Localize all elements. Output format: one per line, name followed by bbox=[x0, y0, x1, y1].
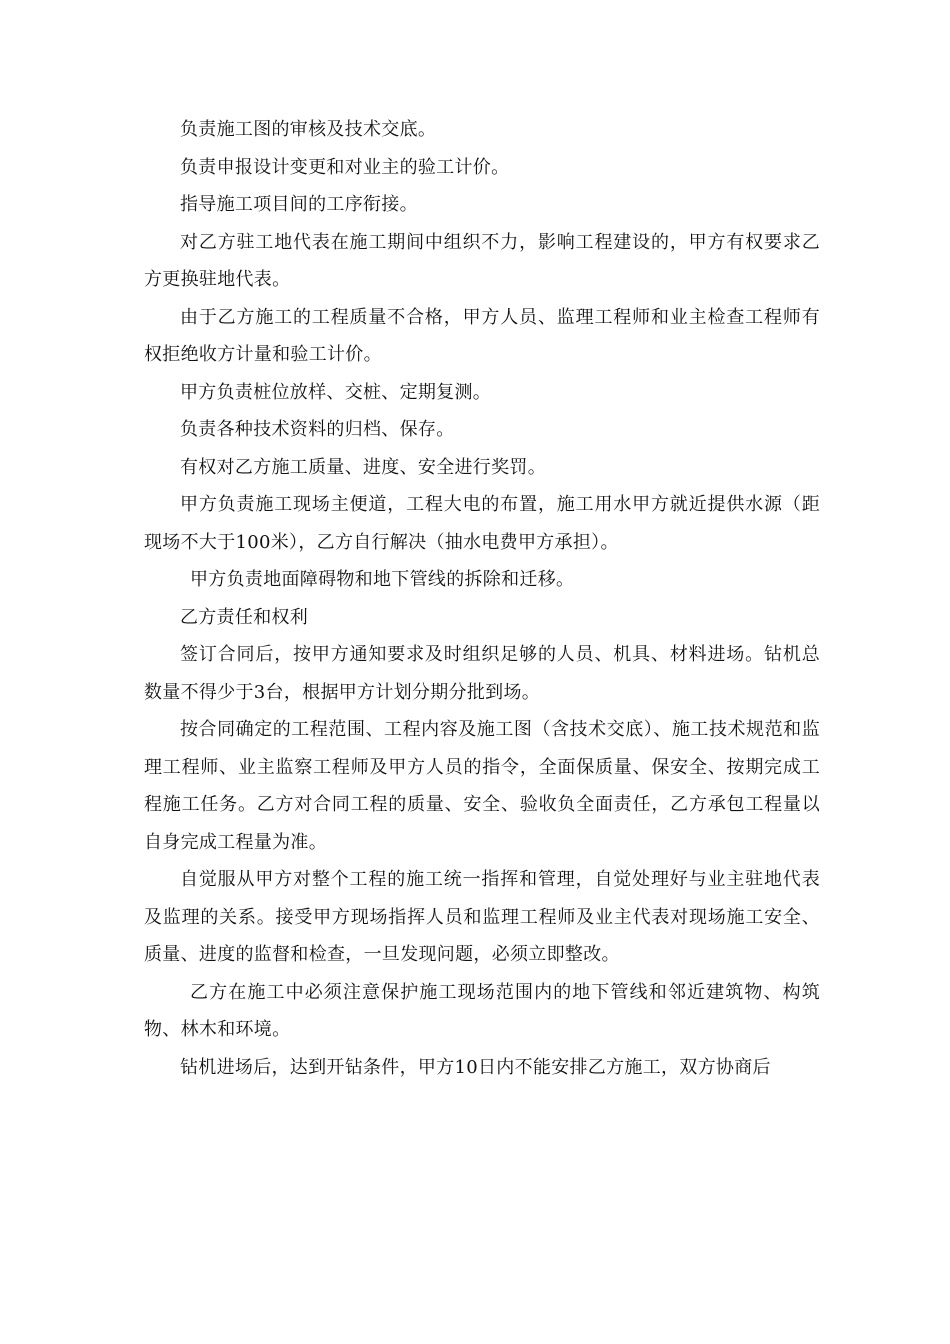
paragraph: 负责申报设计变更和对业主的验工计价。 bbox=[180, 156, 510, 178]
paragraph: 负责施工图的审核及技术交底。 bbox=[180, 119, 437, 140]
paragraph: 签订合同后，按甲方通知要求及时组织足够的人员、机具、材料进场。钻机总数量不得少于3台，根据甲方计划分期分批到场。 bbox=[144, 644, 820, 703]
paragraph: 由于乙方施工的工程质量不合格，甲方人员、监理工程师和业主检查工程师有权拒绝收方计量和验工计价。 bbox=[144, 306, 820, 365]
paragraph: 有权对乙方施工质量、进度、安全进行奖罚。 bbox=[180, 456, 546, 478]
paragraph: 甲方负责桩位放样、交桩、定期复测。 bbox=[180, 381, 492, 403]
paragraph: 甲方负责地面障碍物和地下管线的拆除和迁移。 bbox=[190, 569, 575, 590]
document-body bbox=[144, 111, 820, 1086]
paragraph: 甲方负责施工现场主便道，工程大电的布置，施工用水甲方就近提供水源（距 现场不大于100米），乙方自行解决（抽水电费甲方承担）。 bbox=[144, 494, 820, 553]
paragraph: 自觉服从甲方对整个工程的施工统一指挥和管理，自觉处理好与业主驻地代表及监理的关系。接受甲方现场指挥人员和监理工程师及业主代表对现场施工安全、质量、进度的监督和检查，一旦发现问题，必须立即整改。 bbox=[144, 869, 820, 965]
paragraph: 按合同确定的工程范围、工程内容及施工图（含技术交底）、施工技术规范和监理工程师、业主监察工程师及甲方人员的指令，全面保质量、保安全、按期完成工程施工任务。乙方对合同工程的质量、安全、验收负全面责任，乙方承包工程量以自身完成工程量为准。 bbox=[144, 719, 820, 853]
paragraph: 负责各种技术资料的归档、保存。 bbox=[180, 419, 455, 440]
paragraph: 对乙方驻工地代表在施工期间中组织不力，影响工程建设的，甲方有权要求乙方更换驻地代表。 bbox=[144, 231, 820, 290]
paragraph: 钻机进场后，达到开钻条件，甲方10日内不能安排乙方施工，双方协商后 bbox=[180, 1056, 771, 1078]
paragraph: 指导施工项目间的工序衔接。 bbox=[180, 194, 418, 215]
paragraph: 乙方在施工中必须注意保护施工现场范围内的地下管线和邻近建筑物、构筑物、林木和环境。 bbox=[144, 981, 820, 1040]
section-heading: 乙方责任和权利 bbox=[180, 606, 309, 628]
